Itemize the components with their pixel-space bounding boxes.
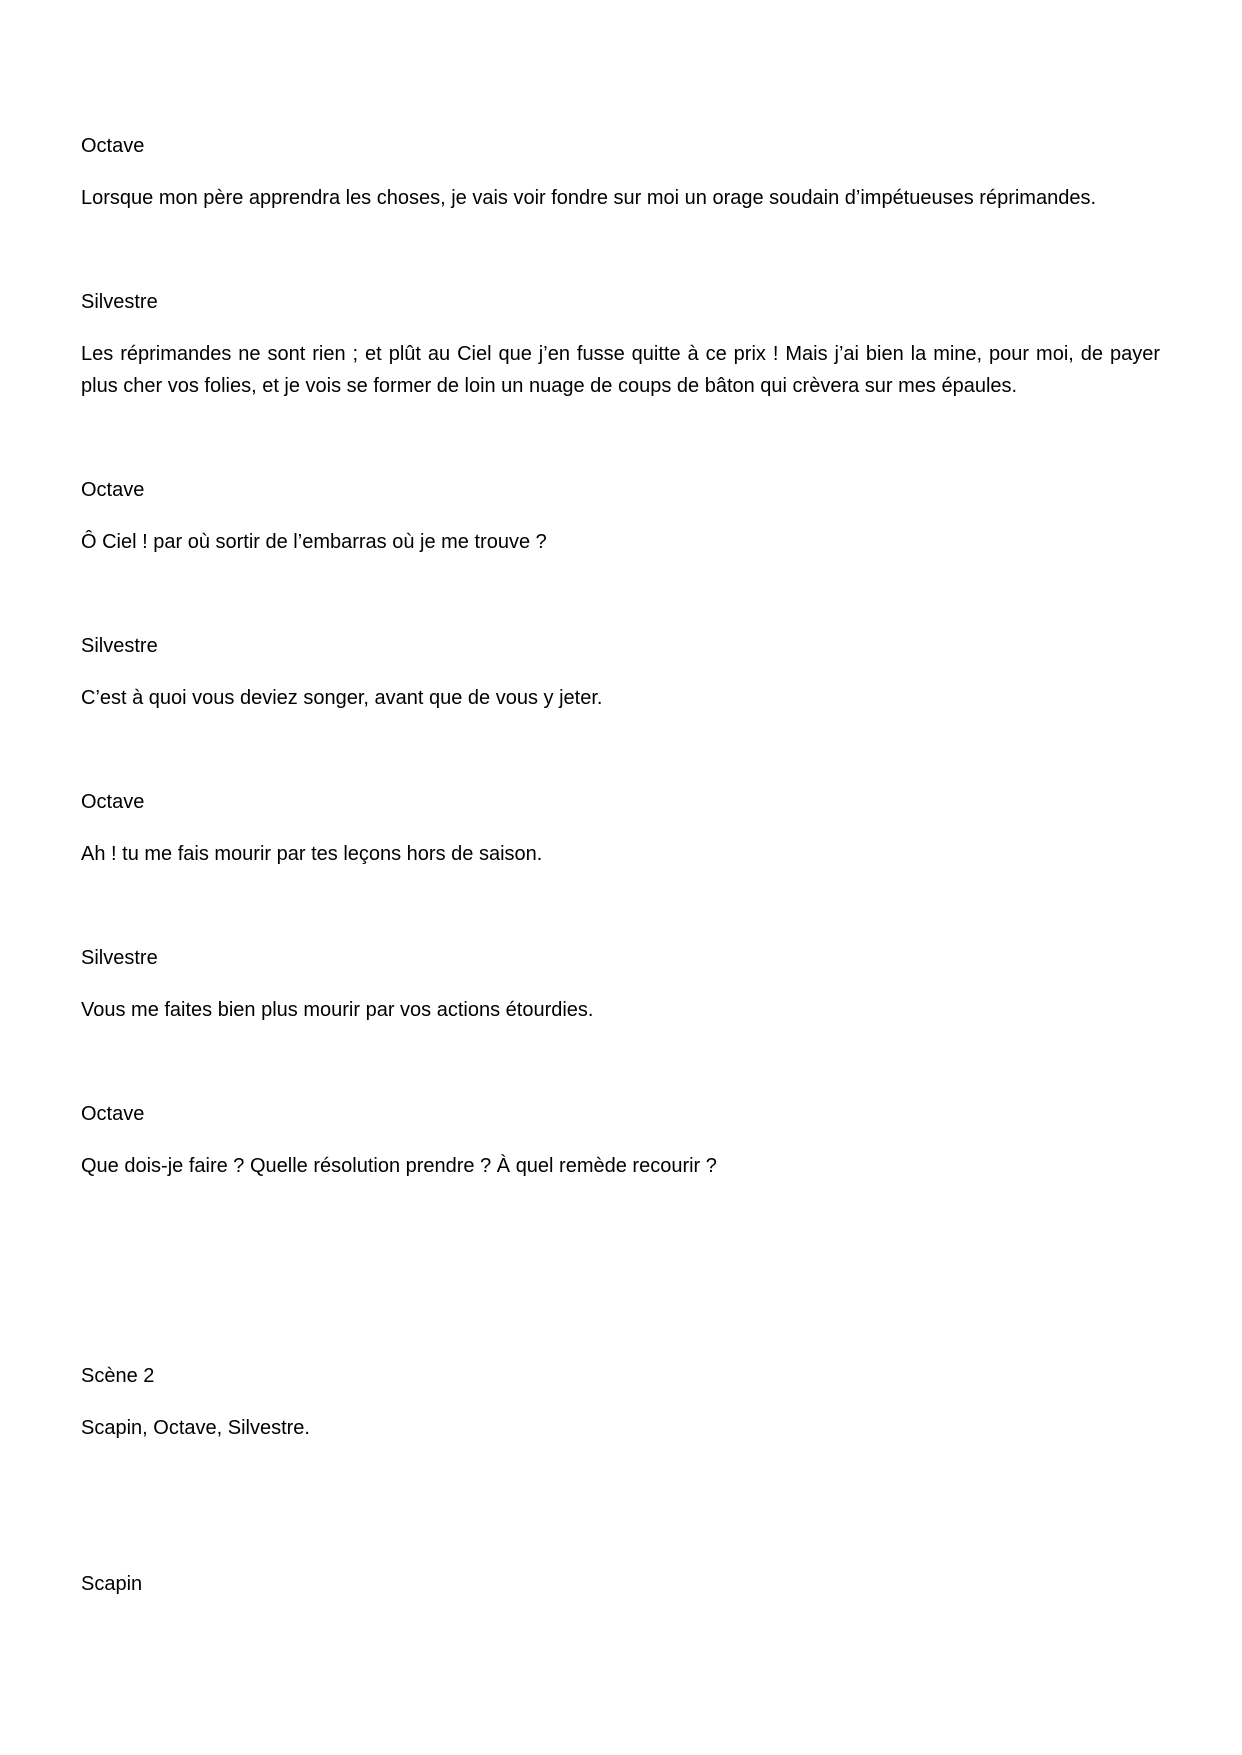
speaker-name: Silvestre	[81, 947, 158, 969]
dialogue-text: Vous me faites bien plus mourir par vos actions étourdies.	[81, 999, 594, 1021]
dialogue-text: Ah ! tu me fais mourir par tes leçons hors de saison.	[81, 843, 543, 865]
dialogue-text: C’est à quoi vous deviez songer, avant que de vous y jeter.	[81, 687, 603, 709]
dialogue-text: Lorsque mon père apprendra les choses, je vais voir fondre sur moi un orage soudain d’impétueuses réprimandes.	[81, 187, 1097, 209]
dialogue-text: Les réprimandes ne sont rien ; et plût au Ciel que j’en fusse quitte à ce prix ! Mais j’ai bien la mine, pour moi, de payer plus cher vos folies, et je vois se former de loin un nuage de coups de bâton qui crèvera sur mes épaules.	[81, 343, 1160, 397]
dialogue-text: Ô Ciel ! par où sortir de l’embarras où je me trouve ?	[81, 531, 547, 553]
speaker-name: Octave	[81, 1103, 145, 1125]
scene-characters: Scapin, Octave, Silvestre.	[81, 1417, 310, 1439]
speaker-name: Silvestre	[81, 635, 158, 657]
dialogue-text: Que dois-je faire ? Quelle résolution prendre ? À quel remède recourir ?	[81, 1155, 717, 1177]
speaker-name: Octave	[81, 791, 145, 813]
speaker-name: Scapin	[81, 1573, 143, 1595]
speaker-name: Octave	[81, 135, 145, 157]
speaker-name: Octave	[81, 479, 145, 501]
speaker-name: Silvestre	[81, 291, 158, 313]
scene-title: Scène 2	[81, 1365, 155, 1387]
